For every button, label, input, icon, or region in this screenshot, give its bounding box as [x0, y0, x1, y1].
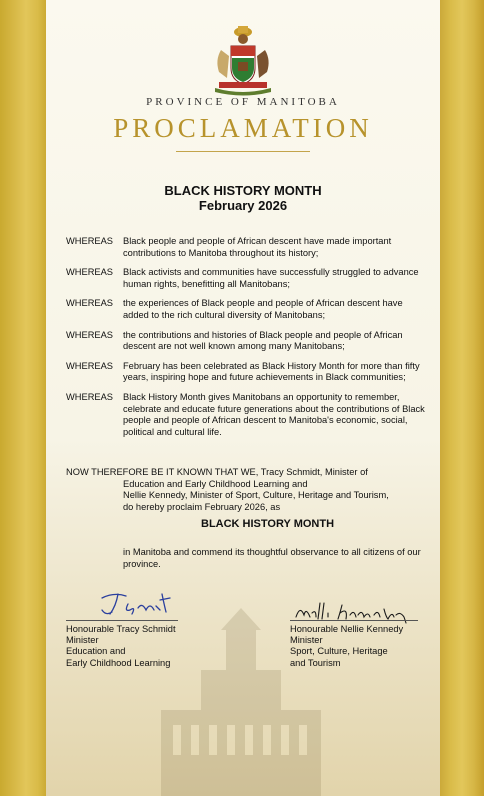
whereas-text: February has been celebrated as Black History Month for more than fifty years, inspiring hope and future achievements in Black communities;	[123, 360, 420, 383]
signatory-right	[290, 624, 403, 669]
whereas-clause	[66, 361, 426, 384]
title-line-1: BLACK HISTORY MONTH	[164, 183, 322, 198]
proclamation-document	[46, 0, 440, 796]
signatory-name: Honourable Nellie Kennedy	[290, 624, 404, 634]
whereas-text: the experiences of Black people and people of African descent have added to the rich cultural diversity of Manitobans;	[123, 298, 403, 320]
proclaimed-title: BLACK HISTORY MONTH	[201, 518, 335, 530]
whereas-clause	[66, 330, 426, 353]
statement-line-3: Nellie Kennedy, Minister of Sport, Culture, Heritage and Tourism,	[123, 490, 389, 501]
signatory-role: Minister	[290, 635, 323, 646]
signatory-left	[66, 624, 176, 669]
statement-line-4: do hereby proclaim February 2026, as	[123, 501, 281, 512]
statement-line-1: NOW THEREFORE BE IT KNOWN THAT WE, Tracy Schmidt, Minister of	[66, 467, 368, 477]
proclamation-heading: PROCLAMATION	[113, 113, 373, 143]
whereas-text: the contributions and histories of Black people and people of African descent are not well known among many Manitobans;	[123, 329, 403, 352]
whereas-text: Black people and people of African descent have made important contributions to Manitoba throughout its history;	[123, 236, 392, 258]
signatory-department: and Tourism	[290, 657, 341, 668]
whereas-keyword: WHEREAS	[66, 360, 114, 371]
whereas-keyword: WHEREAS	[66, 329, 114, 340]
heading-divider	[176, 151, 310, 152]
signature-line-left	[66, 620, 178, 621]
whereas-keyword: WHEREAS	[66, 298, 114, 309]
gold-border-right	[440, 0, 484, 796]
whereas-text: Black activists and communities have successfully struggled to advance human rights, benefitting all Manitobans;	[123, 267, 419, 289]
signatory-department: Early Childhood Learning	[66, 657, 171, 668]
statement-line-2: Education and Early Childhood Learning and	[123, 478, 308, 489]
manitoba-coat-of-arms-icon	[205, 22, 281, 96]
signature-schmidt	[66, 584, 186, 624]
whereas-text: Black History Month gives Manitobans an opportunity to remember, celebrate and educate future generations about the contributions of Black people and people of African descent to Manitoba's economic, social, political and cultural life.	[123, 391, 425, 437]
whereas-clause	[66, 392, 426, 438]
signatory-department: Education and	[66, 646, 126, 657]
whereas-keyword: WHEREAS	[66, 236, 114, 246]
document-title	[46, 183, 440, 213]
title-line-2: February 2026	[198, 198, 288, 213]
signatory-department: Sport, Culture, Heritage	[290, 646, 388, 657]
whereas-clause	[66, 236, 426, 259]
whereas-clause	[66, 267, 426, 290]
whereas-clauses	[66, 236, 426, 446]
proclamation-statement	[66, 467, 424, 513]
signatory-role: Minister	[66, 635, 99, 646]
whereas-keyword: WHEREAS	[66, 267, 114, 278]
province-heading: PROVINCE OF MANITOBA	[146, 96, 340, 108]
commendation-text: in Manitoba and commend its thoughtful observance to all citizens of our province.	[123, 547, 421, 569]
whereas-keyword: WHEREAS	[66, 391, 114, 402]
signatory-name: Honourable Tracy Schmidt	[66, 624, 176, 634]
whereas-clause	[66, 298, 426, 321]
signature-line-right	[290, 620, 418, 621]
